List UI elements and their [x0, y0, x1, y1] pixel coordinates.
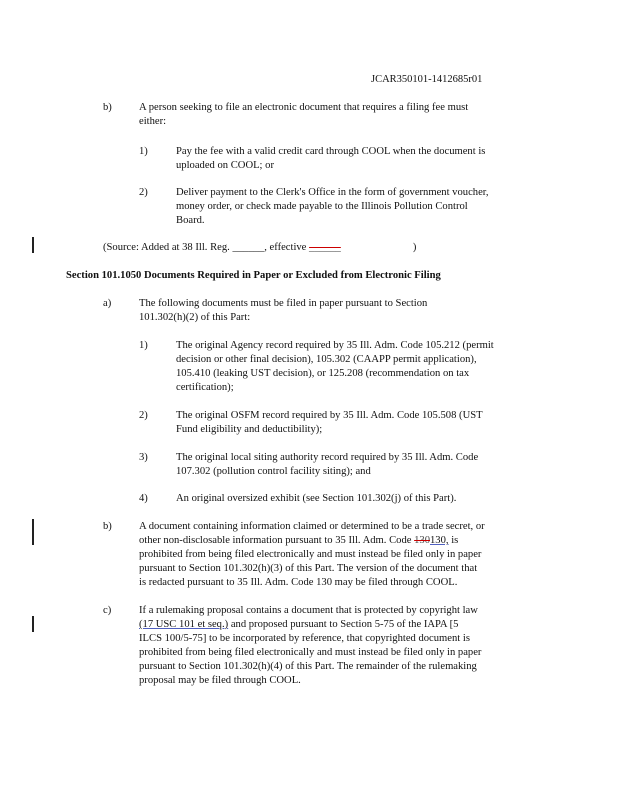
paragraph-line: decision or other final decision), 105.302 (CAAPP permit application),: [176, 354, 477, 365]
paragraph-line: A person seeking to file an electronic document that requires a filing fee must: [139, 102, 469, 113]
paragraph-line: money order, or check made payable to the Illinois Pollution Control: [176, 201, 468, 212]
paragraph-line: (17 USC 101 et seq.) and proposed pursuant to Section 5-75 of the IAPA [5: [139, 619, 459, 630]
revision-bar: [32, 237, 34, 253]
document-id: JCAR350101-1412685r01: [371, 74, 483, 85]
item-label: 1): [139, 146, 148, 157]
paragraph-line: uploaded on COOL; or: [176, 160, 274, 171]
item-label: 1): [139, 340, 148, 351]
paragraph-line: pursuant to Section 101.302(h)(4) of this Part. The remainder of the rulemaking: [139, 661, 477, 672]
item-label: b): [103, 521, 112, 532]
paragraph-line: If a rulemaking proposal contains a document that is protected by copyright law: [139, 605, 478, 616]
item-label: 2): [139, 187, 148, 198]
item-label: b): [103, 102, 112, 113]
item-label: 2): [139, 410, 148, 421]
paragraph-line: either:: [139, 116, 167, 127]
paragraph-line: is redacted pursuant to 35 Ill. Adm. Code 130 may be filed through COOL.: [139, 577, 458, 588]
paragraph-line: The original Agency record required by 35 Ill. Adm. Code 105.212 (permit: [176, 340, 494, 351]
paragraph-line: 101.302(h)(2) of this Part:: [139, 312, 251, 323]
paragraph-line: Pay the fee with a valid credit card through COOL when the document is: [176, 146, 486, 157]
paragraph-line: 105.410 (leaking UST decision), or 125.208 (recommendation on tax: [176, 368, 470, 379]
paragraph-line: certification);: [176, 382, 234, 393]
paragraph-line: other non-disclosable information pursuant to 35 Ill. Adm. Code 130130, is: [139, 535, 459, 546]
paragraph-line: pursuant to Section 101.302(h)(3) of this Part. The version of the document that: [139, 563, 478, 574]
paragraph-line: prohibited from being filed electronically and must instead be filed only in paper: [139, 549, 482, 560]
paragraph-line: proposal may be filed through COOL.: [139, 675, 301, 686]
item-label: a): [103, 298, 112, 309]
source-note: (Source: Added at 38 Ill. Reg. ______, effective ______ ): [103, 242, 417, 253]
item-label: c): [103, 605, 112, 616]
section-heading: Section 101.1050 Documents Required in Paper or Excluded from Electronic Filing: [66, 270, 441, 281]
paragraph-line: Fund eligibility and deductibility);: [176, 424, 323, 435]
deleted-text: 130: [414, 535, 430, 546]
paragraph-line: Deliver payment to the Clerk's Office in the form of government voucher,: [176, 187, 489, 198]
item-label: 3): [139, 452, 148, 463]
paragraph-line: A document containing information claimed or determined to be a trade secret, or: [139, 521, 485, 532]
inserted-text: 130,: [430, 535, 449, 546]
revision-bar: [32, 519, 34, 545]
paragraph-line: The following documents must be filed in paper pursuant to Section: [139, 298, 428, 309]
paragraph-line: The original OSFM record required by 35 Ill. Adm. Code 105.508 (UST: [176, 410, 483, 421]
paragraph-line: The original local siting authority record required by 35 Ill. Adm. Code: [176, 452, 479, 463]
paragraph-line: prohibited from being filed electronically and must instead be filed only in paper: [139, 647, 482, 658]
paragraph-line: 107.302 (pollution control facility siting); and: [176, 466, 371, 477]
inserted-text: (17 USC 101 et seq.): [139, 619, 229, 630]
paragraph-line: An original oversized exhibit (see Section 101.302(j) of this Part).: [176, 493, 457, 504]
paragraph-line: Board.: [176, 215, 205, 226]
revision-bar: [32, 616, 34, 632]
item-label: 4): [139, 493, 148, 504]
paragraph-line: ILCS 100/5-75] to be incorporated by reference, that copyrighted document is: [139, 633, 470, 644]
